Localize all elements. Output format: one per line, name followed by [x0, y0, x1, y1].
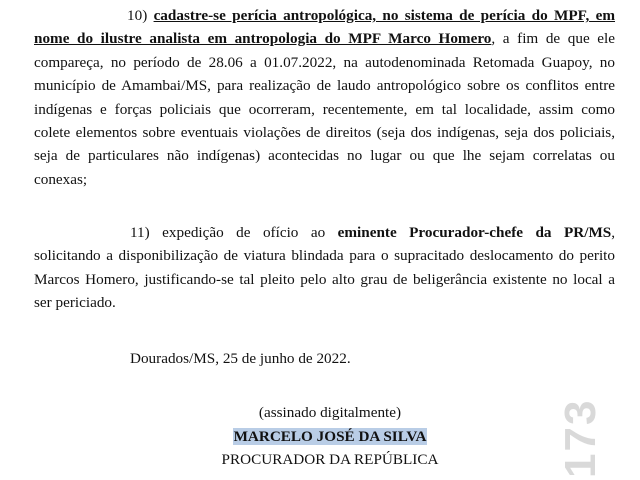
item-11-line-2: solicitando a disponibilização de viatura blindada para o supracitado deslocamento do perito — [34, 247, 615, 265]
item-11-bold-text: eminente Procurador-chefe da PR/MS — [337, 224, 612, 241]
item-10-line-4: município de Amambai/MS, para realização de laudo antropológico sobre os conflitos entre — [34, 77, 615, 95]
item-11-line-3: Marcos Homero, justificando-se tal pleito pelo alto grau de beligerância existente no local a — [34, 270, 615, 288]
signer-name: MARCELO JOSÉ DA SILVA — [233, 428, 427, 445]
item-11-line-1-post: , — [611, 224, 616, 241]
item-11-line-4: ser periciado. — [34, 294, 116, 312]
item-10-line-2 — [34, 27, 615, 50]
item-11-line-1-pre: expedição de ofício ao — [162, 224, 326, 241]
item-11-line-1 — [34, 221, 615, 244]
signature-name-row — [0, 427, 640, 447]
item-10-line-1 — [34, 4, 615, 27]
item-10-number: 10) — [127, 7, 148, 24]
item-10-line-6: colete elementos sobre eventuais violações de direitos (seja dos indígenas, seja dos policiais, — [34, 124, 615, 142]
place-date: Dourados/MS, 25 de junho de 2022. — [130, 350, 351, 367]
signature-note: (assinado digitalmente) — [258, 404, 402, 421]
item-11-number: 11) — [130, 224, 150, 241]
item-10-line-7: seja de particulares não indígenas) acontecidas no lugar ou que lhe sejam correlatas ou — [34, 147, 615, 165]
item-10-bold-text-1: cadastre-se perícia antropológica, no sistema de perícia do MPF, em — [153, 7, 616, 24]
item-10-line-3: compareça, no período de 28.06 a 01.07.2022, na autodenominada Retomada Guapoy, no — [34, 53, 615, 71]
item-10-line-5: indígenas e forças policiais que ocorreram, recentemente, em tal localidade, assim como — [34, 100, 615, 118]
signer-title: PROCURADOR DA REPÚBLICA — [221, 451, 439, 468]
item-10-line-8: conexas; — [34, 170, 88, 188]
item-11-paragraph — [34, 221, 615, 315]
item-10-paragraph — [34, 4, 615, 191]
item-10-bold-text-2: nome do ilustre analista em antropologia do MPF Marco Homero — [34, 30, 492, 48]
item-10-line-2-rest: , a fim de que ele — [491, 30, 616, 48]
page-watermark: 173 — [556, 398, 605, 478]
